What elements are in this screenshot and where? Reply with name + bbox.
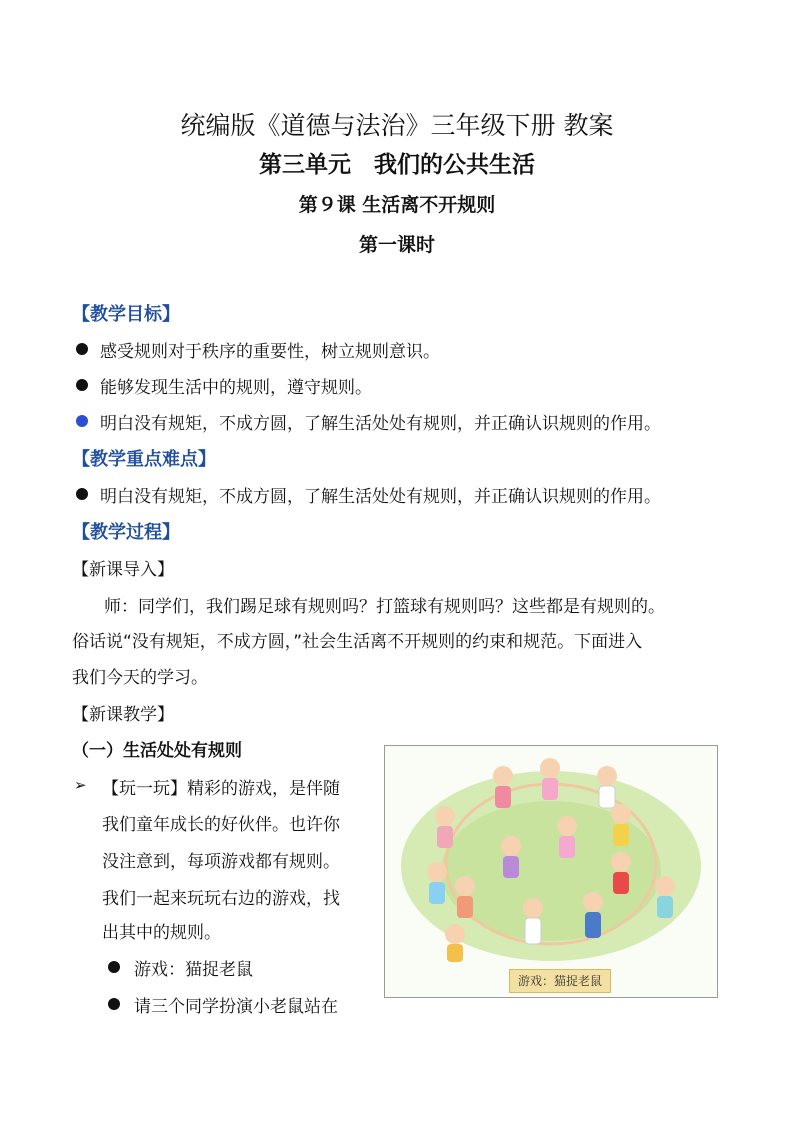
play-line: 没注意到，每项游戏都有规则。 [102, 852, 340, 872]
objective-item: 明白没有规矩，不成方圆，了解生活处处有规则，并正确认识规则的作用。 [100, 414, 661, 434]
bullet-dot [76, 488, 88, 500]
game-bullet: 请三个同学扮演小老鼠站在 [134, 997, 338, 1017]
intro-heading: 【新课导入】 [72, 560, 174, 580]
figure-caption: 游戏：猫捉老鼠 [509, 969, 611, 993]
teaching-heading: 【新课教学】 [72, 705, 174, 725]
child-figure [523, 898, 543, 944]
unit-title: 第三单元 我们的公共生活 [259, 152, 535, 178]
children-circle-illustration [385, 746, 717, 997]
lesson-title: 第９课 生活离不开规则 [298, 194, 496, 216]
period-title: 第一课时 [358, 234, 435, 256]
part1-heading: （一）生活处处有规则 [72, 741, 242, 761]
keypoints-heading: 【教学重点难点】 [72, 449, 216, 470]
play-line: 我们童年成长的好伙伴。也许你 [102, 815, 340, 835]
arrow-bullet-icon: ➢ [74, 776, 87, 794]
play-line: 【玩一玩】精彩的游戏，是伴随 [102, 779, 340, 799]
bullet-dot [108, 961, 120, 973]
objectives-heading: 【教学目标】 [72, 304, 180, 325]
intro-paragraph-line: 我们今天的学习。 [72, 668, 208, 688]
keypoint-item: 明白没有规矩，不成方圆，了解生活处处有规则，并正确认识规则的作用。 [100, 487, 661, 507]
child-figure [583, 892, 603, 938]
intro-paragraph-line: 师：同学们，我们踢足球有规则吗？打篮球有规则吗？这些都是有规则的。 [104, 597, 665, 617]
bullet-dot [76, 343, 88, 355]
play-line: 我们一起来玩玩右边的游戏，找 [102, 889, 340, 909]
intro-paragraph-line: 俗话说“没有规矩，不成方圆，”社会生活离不开规则的约束和规范。下面进入 [72, 632, 643, 652]
bullet-dot [108, 998, 120, 1010]
objective-item: 感受规则对于秩序的重要性，树立规则意识。 [100, 342, 440, 362]
process-heading: 【教学过程】 [72, 522, 180, 543]
bullet-dot [76, 415, 88, 427]
game-bullet: 游戏：猫捉老鼠 [134, 960, 253, 980]
child-figure [445, 924, 465, 962]
document-title: 统编版《道德与法治》三年级下册 教案 [180, 111, 614, 140]
game-illustration [384, 745, 718, 998]
child-figure [597, 766, 617, 808]
play-line: 出其中的规则。 [102, 923, 221, 943]
bullet-dot [76, 379, 88, 391]
objective-item: 能够发现生活中的规则，遵守规则。 [100, 378, 372, 398]
